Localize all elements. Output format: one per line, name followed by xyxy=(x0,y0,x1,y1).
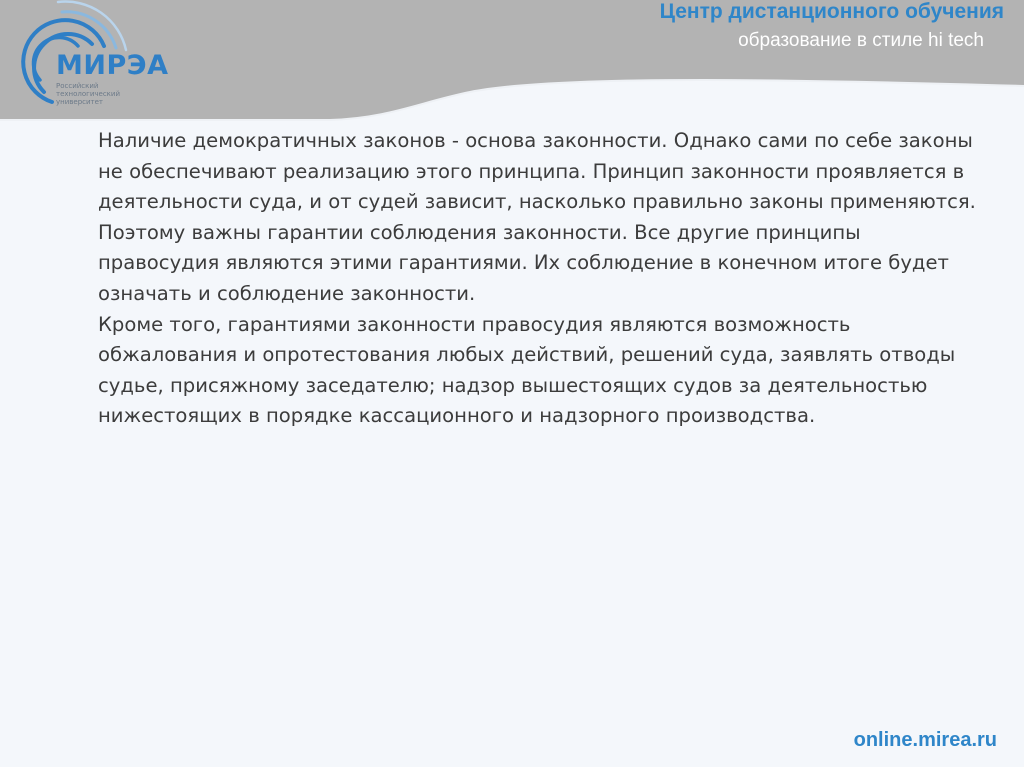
header-subtitle: образование в стиле hi tech xyxy=(738,30,984,51)
main-text xyxy=(98,126,978,432)
paragraph: Кроме того, гарантиями законности правосудия являются возможность обжалования и опротестования любых действий, решений суда, заявлять отводы судье, присяжному заседателю; надзор вышестоящих судов за деятельностью нижестоящих в порядке кассационного и надзорного производства. xyxy=(98,312,956,428)
mirea-logo xyxy=(0,0,175,115)
logo-subtitle: Российский технологический университет xyxy=(56,82,120,106)
logo-wordmark: МИРЭА xyxy=(56,50,169,81)
footer-url[interactable]: online.mirea.ru xyxy=(853,729,997,751)
paragraph: Наличие демократичных законов - основа законности. Однако сами по себе законы не обеспечивают реализацию этого принципа. Принцип законности проявляется в деятельности суда, и от судей зависит, насколько правильно законы применяются. Поэтому важны гарантии соблюдения законности. Все другие принципы правосудия являются этими гарантиями. Их соблюдение в конечном итоге будет означать и соблюдение законности. xyxy=(98,129,976,305)
header-title: Центр дистанционного обучения xyxy=(659,0,1004,23)
